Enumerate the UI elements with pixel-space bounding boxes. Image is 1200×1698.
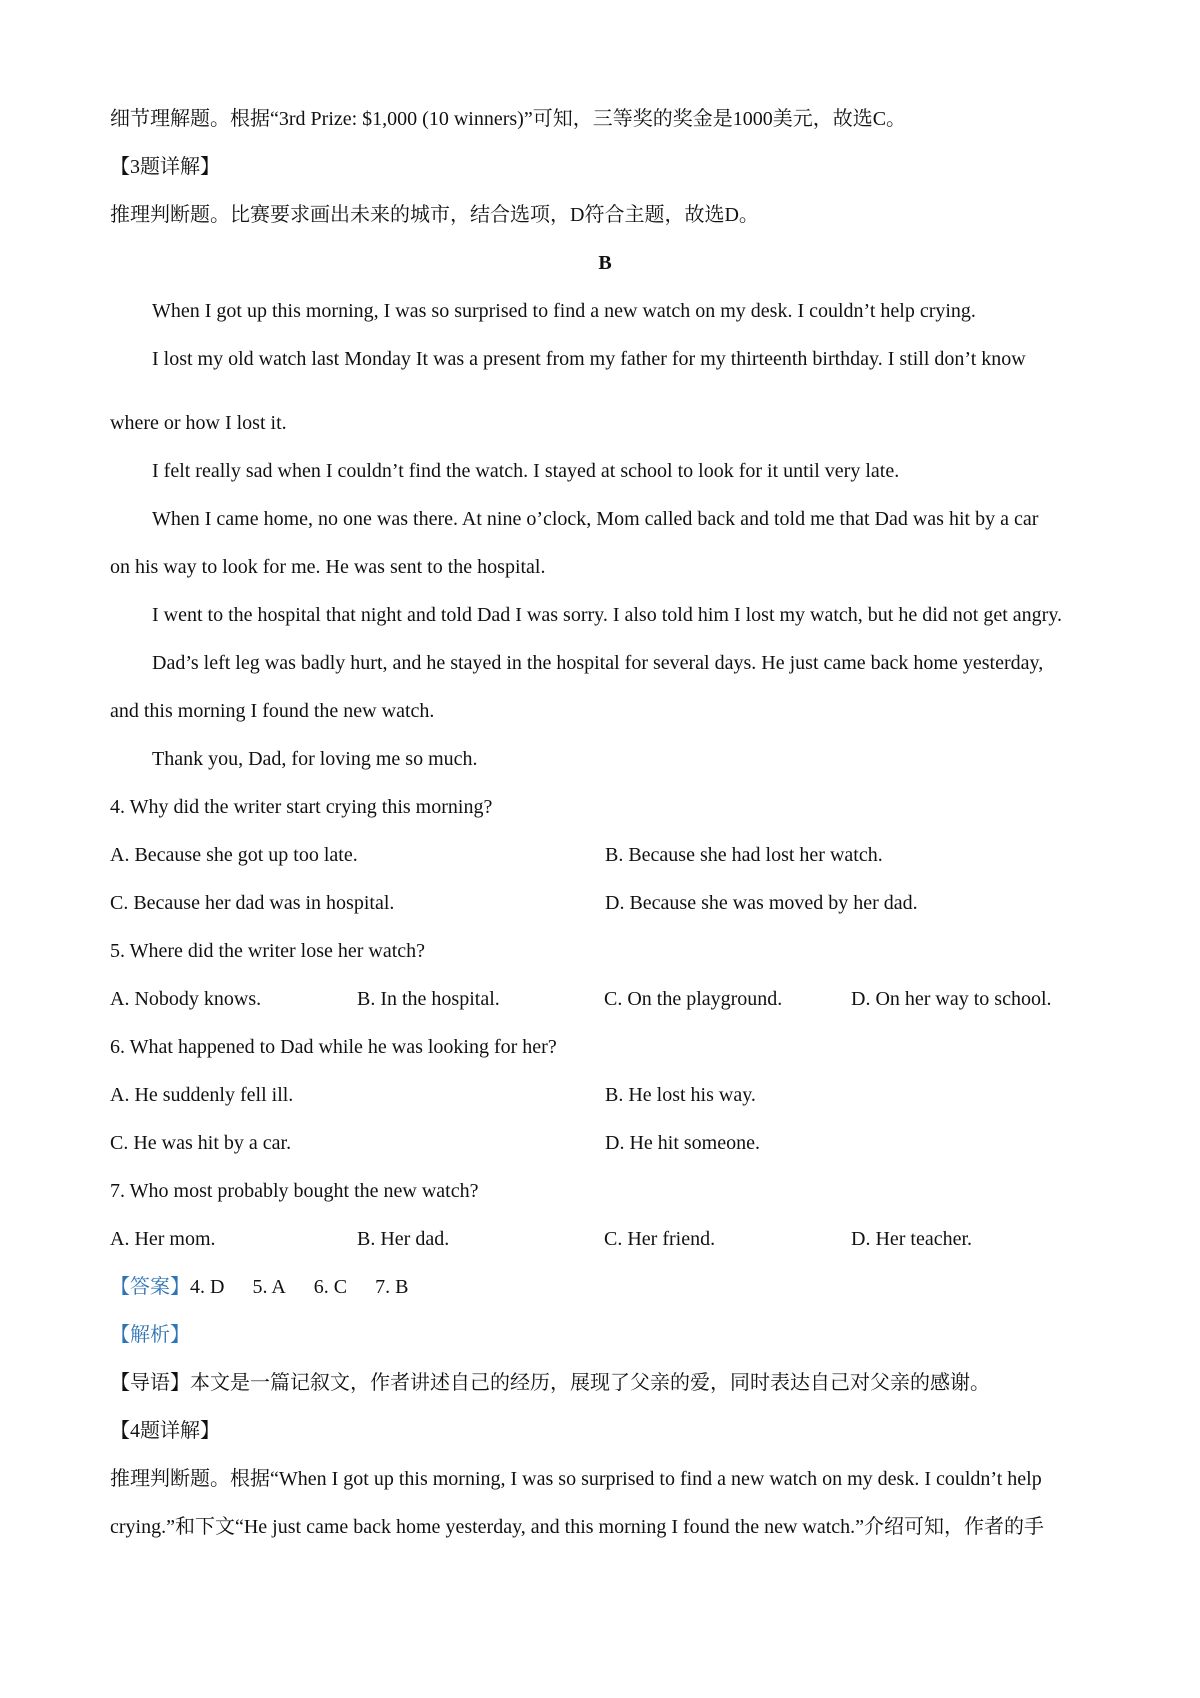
option-a: A. He suddenly fell ill. <box>110 1084 294 1106</box>
answer-item: 7. B <box>375 1276 409 1298</box>
q4-analysis: 推理判断题。根据“When I got up this morning, I was so surprised to find a new watch on my desk. I couldn’t help <box>110 1468 1042 1490</box>
question-options <box>110 975 1100 1023</box>
question-options <box>110 1119 1100 1167</box>
q3-header: 【3题详解】 <box>110 156 220 178</box>
option-a: A. Her mom. <box>110 1228 216 1250</box>
option-c: C. On the playground. <box>604 988 783 1010</box>
option-a: A. Because she got up too late. <box>110 844 358 866</box>
answer-line <box>110 1263 1100 1311</box>
answer-item: 5. A <box>252 1276 286 1298</box>
passage-paragraph: I went to the hospital that night and told Dad I was sorry. I also told him I lost my watch, but he did not get angry. <box>152 604 1063 626</box>
section-title: B <box>598 252 612 274</box>
question-options <box>110 831 1100 879</box>
passage-paragraph: When I got up this morning, I was so surprised to find a new watch on my desk. I couldn’t help crying. <box>152 300 976 322</box>
option-a: A. Nobody knows. <box>110 988 262 1010</box>
option-b: B. In the hospital. <box>357 988 500 1010</box>
answer-item: 4. D <box>190 1276 225 1298</box>
option-c: C. Because her dad was in hospital. <box>110 892 395 914</box>
passage-paragraph: When I came home, no one was there. At nine o’clock, Mom called back and told me that Dad was hit by a car <box>152 508 1039 530</box>
passage-paragraph-continued: and this morning I found the new watch. <box>110 700 435 722</box>
option-d: D. Her teacher. <box>851 1228 973 1250</box>
passage-paragraph: Dad’s left leg was badly hurt, and he stayed in the hospital for several days. He just came back home yesterday, <box>152 652 1044 674</box>
option-d: D. He hit someone. <box>605 1132 760 1154</box>
q4-header: 【4题详解】 <box>110 1420 220 1442</box>
option-c: C. He was hit by a car. <box>110 1132 292 1154</box>
question-stem: 7. Who most probably bought the new watch? <box>110 1180 479 1202</box>
question-stem: 4. Why did the writer start crying this morning? <box>110 796 493 818</box>
passage-paragraph: Thank you, Dad, for loving me so much. <box>152 748 478 770</box>
q3-analysis: 推理判断题。比赛要求画出未来的城市，结合选项，D符合主题，故选D。 <box>110 204 759 226</box>
option-b: B. He lost his way. <box>605 1084 756 1106</box>
guide-text: 【导语】本文是一篇记叙文，作者讲述自己的经历，展现了父亲的爱，同时表达自己对父亲的感谢。 <box>110 1372 990 1394</box>
option-b: B. Her dad. <box>357 1228 450 1250</box>
question-stem: 5. Where did the writer lose her watch? <box>110 940 426 962</box>
question-options <box>110 879 1100 927</box>
passage-paragraph: I felt really sad when I couldn’t find the watch. I stayed at school to look for it until very late. <box>152 460 900 482</box>
q2-analysis: 细节理解题。根据“3rd Prize: $1,000 (10 winners)”可知，三等奖的奖金是1000美元，故选C。 <box>110 108 907 130</box>
question-options <box>110 1071 1100 1119</box>
question-options <box>110 1215 1100 1263</box>
option-b: B. Because she had lost her watch. <box>605 844 883 866</box>
document-page <box>110 95 1100 1551</box>
option-c: C. Her friend. <box>604 1228 716 1250</box>
passage-paragraph-continued: where or how I lost it. <box>110 412 287 434</box>
question-stem: 6. What happened to Dad while he was looking for her? <box>110 1036 557 1058</box>
option-d: D. On her way to school. <box>851 988 1052 1010</box>
option-d: D. Because she was moved by her dad. <box>605 892 918 914</box>
answer-item: 6. C <box>313 1276 348 1298</box>
passage-paragraph-continued: on his way to look for me. He was sent to the hospital. <box>110 556 546 578</box>
analysis-label: 【解析】 <box>110 1324 190 1346</box>
q4-analysis-continued: crying.”和下文“He just came back home yesterday, and this morning I found the new watch.”介绍可知，作者的手 <box>110 1516 1045 1538</box>
passage-paragraph: I lost my old watch last Monday It was a present from my father for my thirteenth birthday. I still don’t know <box>152 348 1026 370</box>
answer-label: 【答案】 <box>110 1276 190 1298</box>
